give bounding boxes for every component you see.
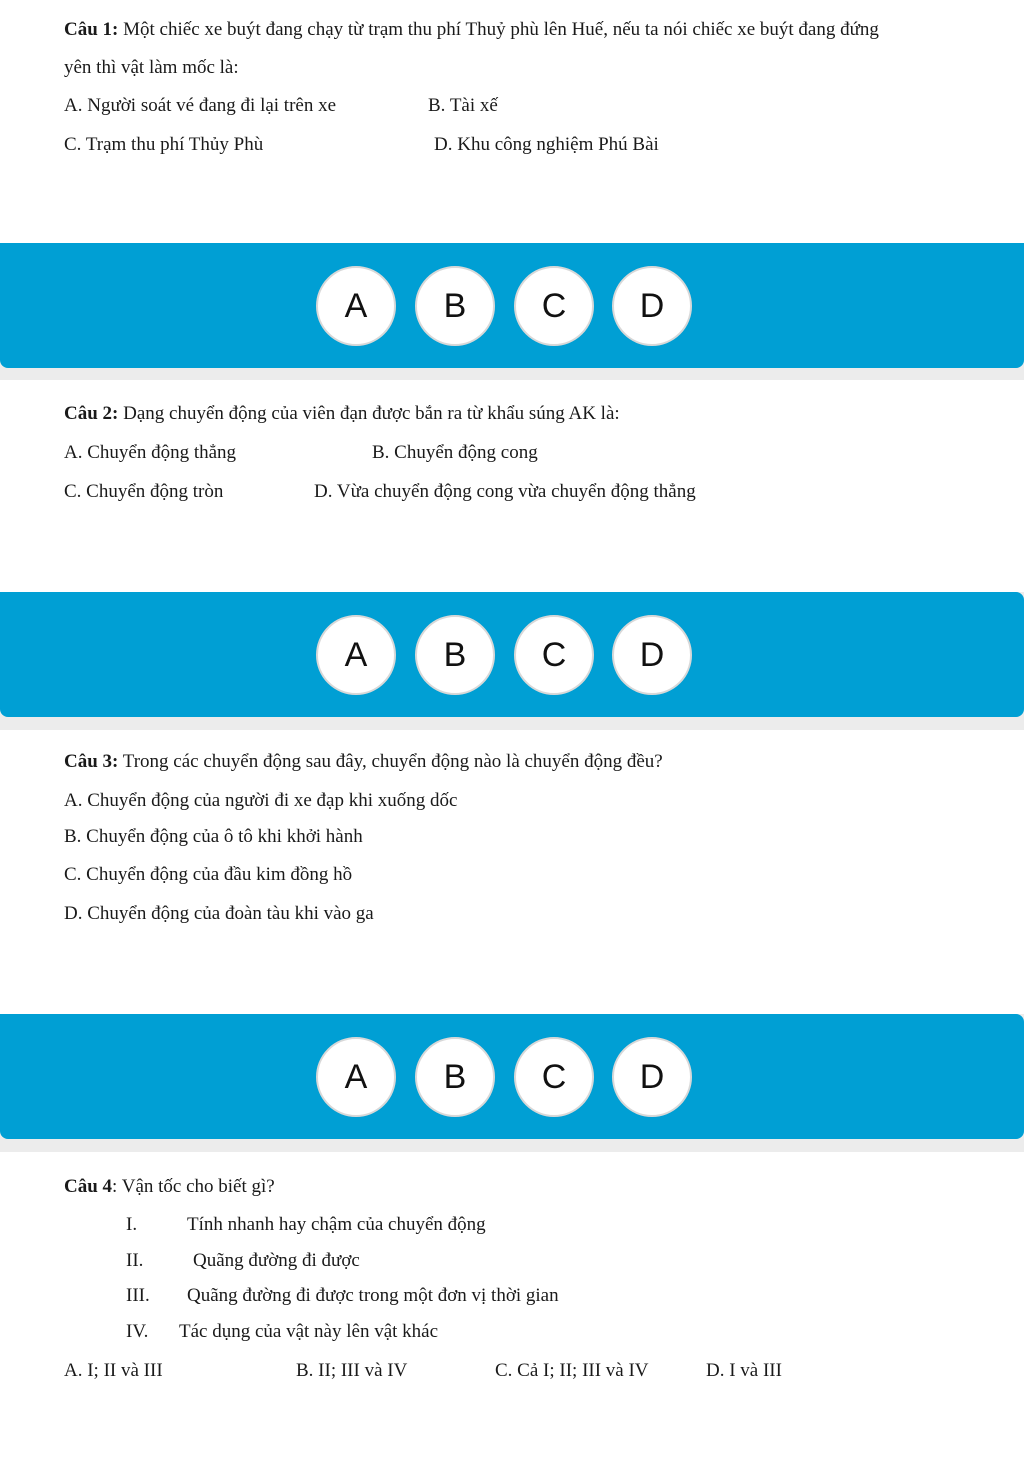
answer-1-button-a[interactable]: A — [316, 266, 396, 346]
question-2-stem: Dạng chuyển động của viên đạn được bắn ra từ khẩu súng AK là: — [118, 403, 620, 424]
answer-1-button-d[interactable]: D — [612, 266, 692, 346]
question-2-text — [64, 404, 620, 423]
question-3-label: Câu 3: — [64, 751, 119, 772]
question-4-option-a: A. I; II và III — [64, 1360, 163, 1381]
question-2-label: Câu 2: — [64, 403, 119, 424]
question-2-option-c: C. Chuyển động tròn — [64, 481, 224, 502]
statement-2-number: II. — [126, 1250, 144, 1271]
statement-3-number: III. — [126, 1285, 150, 1306]
question-4-option-c: C. Cả I; II; III và IV — [495, 1360, 649, 1381]
statement-2-text: Quãng đường đi được — [193, 1250, 360, 1271]
question-4-text — [64, 1177, 275, 1196]
question-3-option-d: D. Chuyển động của đoàn tàu khi vào ga — [64, 903, 374, 924]
question-4-card — [0, 1152, 1024, 1460]
question-2-option-d: D. Vừa chuyển động cong vừa chuyển động thẳng — [314, 481, 696, 502]
question-1-text — [64, 20, 879, 39]
question-3-option-b: B. Chuyển động của ô tô khi khởi hành — [64, 826, 363, 847]
question-4-option-d: D. I và III — [706, 1360, 782, 1381]
statement-4-number: IV. — [126, 1321, 149, 1342]
answer-bar-2 — [0, 592, 1024, 717]
answer-3-button-c[interactable]: C — [514, 1037, 594, 1117]
question-1-label: Câu 1: — [64, 19, 119, 40]
answer-3-button-b[interactable]: B — [415, 1037, 495, 1117]
answer-bar-3 — [0, 1014, 1024, 1139]
question-3-option-a: A. Chuyển động của người đi xe đạp khi xuống dốc — [64, 790, 458, 811]
answer-3-button-d[interactable]: D — [612, 1037, 692, 1117]
answer-1-button-c[interactable]: C — [514, 266, 594, 346]
answer-2-button-b[interactable]: B — [415, 615, 495, 695]
question-3-card — [0, 730, 1024, 1014]
question-2-option-b: B. Chuyển động cong — [372, 442, 538, 463]
statement-1-text: Tính nhanh hay chậm của chuyển động — [187, 1214, 486, 1235]
question-1-text-line2: yên thì vật làm mốc là: — [64, 57, 239, 78]
question-3-option-c: C. Chuyển động của đầu kim đồng hồ — [64, 864, 353, 885]
answer-3-button-a[interactable]: A — [316, 1037, 396, 1117]
answer-2-button-a[interactable]: A — [316, 615, 396, 695]
question-2-option-a: A. Chuyển động thẳng — [64, 442, 237, 463]
question-1-option-d: D. Khu công nghiệm Phú Bài — [434, 134, 659, 155]
question-4-stem: : Vận tốc cho biết gì? — [112, 1176, 275, 1197]
answer-bar-1 — [0, 243, 1024, 368]
question-1-option-c: C. Trạm thu phí Thủy Phù — [64, 134, 264, 155]
answer-2-button-c[interactable]: C — [514, 615, 594, 695]
answer-2-button-d[interactable]: D — [612, 615, 692, 695]
statement-1-number: I. — [126, 1214, 138, 1235]
answer-1-button-b[interactable]: B — [415, 266, 495, 346]
statement-3-text: Quãng đường đi được trong một đơn vị thời gian — [187, 1285, 559, 1306]
question-1-stem: Một chiếc xe buýt đang chạy từ trạm thu phí Thuỷ phù lên Huế, nếu ta nói chiếc xe buýt đang đứng — [118, 19, 879, 40]
question-4-option-b: B. II; III và IV — [296, 1360, 408, 1381]
statement-4-text: Tác dụng của vật này lên vật khác — [179, 1321, 439, 1342]
question-2-card — [0, 380, 1024, 592]
question-3-stem: Trong các chuyển động sau đây, chuyển động nào là chuyển động đều? — [118, 751, 663, 772]
question-1-card — [0, 0, 1024, 243]
question-1-option-b: B. Tài xế — [428, 95, 498, 116]
question-3-text — [64, 752, 663, 771]
question-4-label: Câu 4 — [64, 1176, 113, 1197]
question-1-option-a: A. Người soát vé đang đi lại trên xe — [64, 95, 337, 116]
